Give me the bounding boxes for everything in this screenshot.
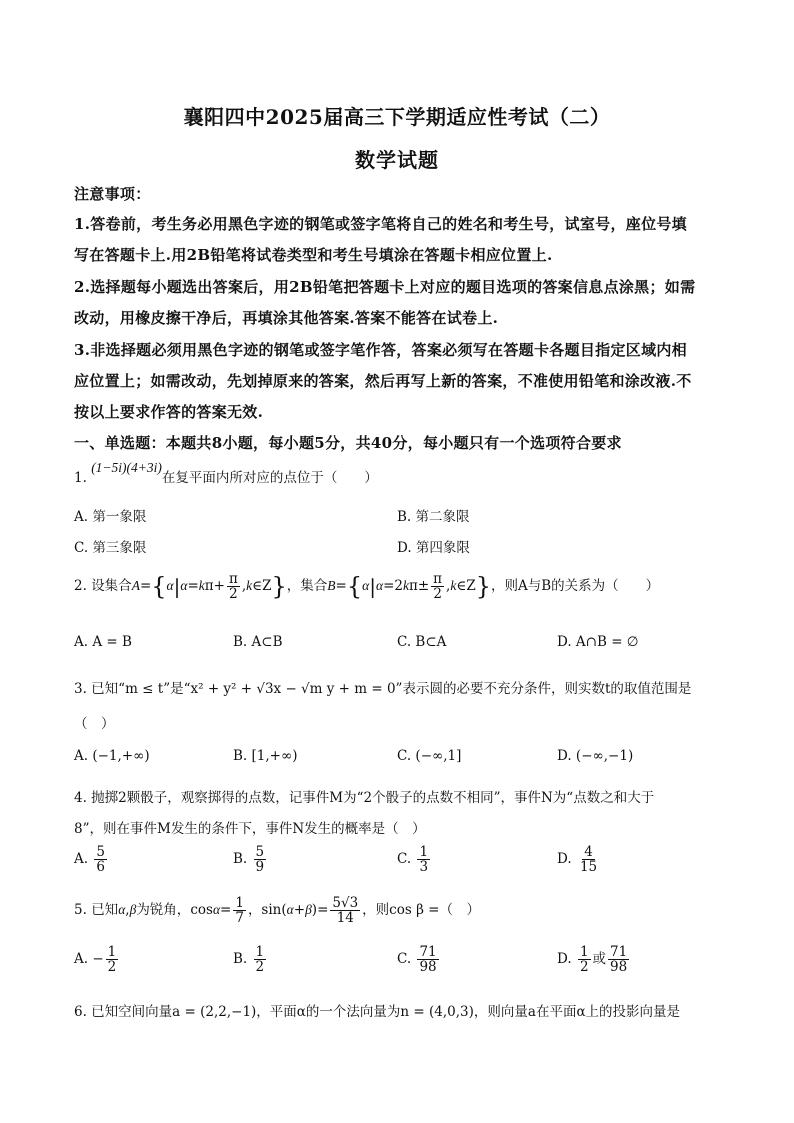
q1-option-a: A. 第一象限 xyxy=(74,509,147,525)
question-1 xyxy=(74,460,734,486)
question-number: 2. xyxy=(74,578,87,595)
question-3-line-1: 3. 已知“m ≤ t”是“x² + y² + √3x − √m y + m = 0”表示圆的必要不充分条件，则实数t的取值范围是 xyxy=(74,681,692,697)
q2-option-d: D. A∩B = ∅ xyxy=(557,634,639,650)
question-text: ，集合 xyxy=(286,578,328,595)
question-5: 5. 已知α,β为锐角，cosα= $\frac{1}{7}$ ，sin(α+β)= $\frac{5√3}{14}$ ，则cos β =（ ） xyxy=(74,895,480,927)
q5-option-b: B. $\frac{1}{2}$ xyxy=(233,944,265,976)
question-6: 6. 已知空间向量a = (2,2,−1)，平面α的一个法向量为n = (4,0,3)，则向量a在平面α上的投影向量是 xyxy=(74,1004,681,1020)
q3-option-c: C. (−∞,1] xyxy=(397,748,462,764)
math-expression: (1−5i)(4+3i) xyxy=(91,460,162,475)
q2-option-c: C. B⊂A xyxy=(397,634,447,650)
q5-option-c: C. $\frac{71}{98}$ xyxy=(397,944,437,976)
question-text: 设集合 xyxy=(91,578,132,595)
question-text: 在复平面内所对应的点位于（ ） xyxy=(161,470,378,486)
q2-option-b: B. A⊂B xyxy=(233,634,283,650)
question-4-line-1: 4. 抛掷2颗骰子，观察掷得的点数，记事件M为“2个骰子的点数不相同”，事件N为“点数之和大于 xyxy=(74,790,655,806)
section-heading: 一、单选题：本题共8小题，每小题5分，共40分，每小题只有一个选项符合要求 xyxy=(74,434,622,452)
question-text: ，则A与B的关系为（ ） xyxy=(491,578,660,595)
notice-heading: 注意事项： xyxy=(74,185,151,203)
q4-option-d: D. $\frac{4}{15}$ xyxy=(557,844,598,876)
exam-title: 襄阳四中2025届高三下学期适应性考试（二） xyxy=(183,105,611,129)
notice-1-line-1: 1.答卷前，考生务必用黑色字迹的钢笔或签字笔将自己的姓名和考生号，试室号，座位号填 xyxy=(74,215,687,233)
notice-3-line-1: 3.非选择题必须用黑色字迹的钢笔或签字笔作答，答案必须写在答题卡各题目指定区域内相 xyxy=(74,341,687,359)
q5-option-d: D. $\frac{1}{2}$ 或 $\frac{71}{98}$ xyxy=(557,944,628,976)
q4-option-c: C. $\frac{1}{3}$ xyxy=(397,844,429,876)
notice-2-line-1: 2.选择题每小题选出答案后，用2B铅笔把答题卡上对应的题目选项的答案信息点涂黑；如需 xyxy=(74,278,696,296)
q1-option-b: B. 第二象限 xyxy=(397,509,470,525)
q1-option-c: C. 第三象限 xyxy=(74,540,147,556)
question-2: 2. 设集合A={α|α=kπ+ $\frac{\pi}{2}$ ,k∈Z}，集合B={α|α=2kπ± $\frac{\pi}{2}$ ,k∈Z}，则A与B的关系为（ ） xyxy=(74,571,660,603)
q1-option-d: D. 第四象限 xyxy=(397,540,470,556)
q5-option-a: A. − $\frac{1}{2}$ xyxy=(74,944,117,976)
notice-2-line-2: 改动，用橡皮擦干净后，再填涂其他答案.答案不能答在试卷上. xyxy=(74,309,499,327)
question-3-line-2: （ ） xyxy=(74,716,115,732)
notice-3-line-2: 应位置上；如需改动，先划掉原来的答案，然后再写上新的答案，不准使用铅笔和涂改液.不 xyxy=(74,372,692,390)
notice-3-line-3: 按以上要求作答的答案无效. xyxy=(74,403,264,421)
notice-1-line-2: 写在答题卡上.用2B铅笔将试卷类型和考生号填涂在答题卡相应位置上. xyxy=(74,246,553,264)
q3-option-b: B. [1,+∞) xyxy=(233,748,298,764)
q2-option-a: A. A = B xyxy=(74,634,132,650)
q3-option-a: A. (−1,+∞) xyxy=(74,748,150,764)
question-4-line-2: 8”，则在事件M发生的条件下，事件N发生的概率是（ ） xyxy=(74,821,426,837)
question-number: 1. xyxy=(74,470,87,486)
q4-option-a: A. $\frac{5}{6}$ xyxy=(74,844,105,876)
exam-subject: 数学试题 xyxy=(355,148,439,172)
q3-option-d: D. (−∞,−1) xyxy=(557,748,634,764)
q4-option-b: B. $\frac{5}{9}$ xyxy=(233,844,265,876)
